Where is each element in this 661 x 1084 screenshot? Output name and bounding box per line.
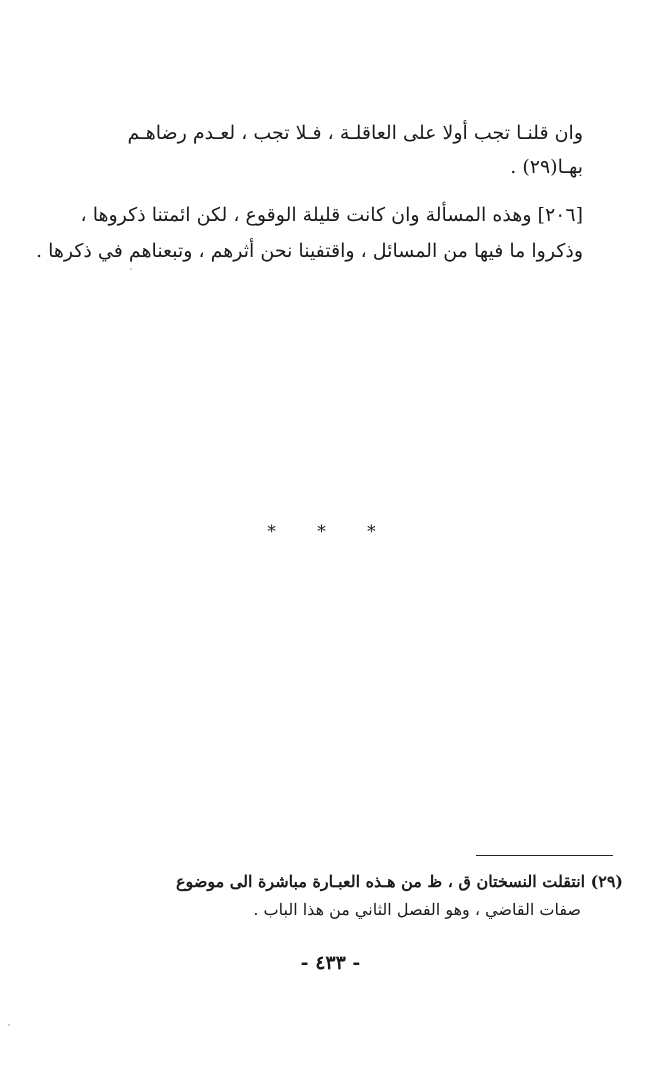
scan-speck: [8, 1024, 10, 1026]
page-number: - ٤٣٣ -: [300, 952, 361, 974]
section-separator-stars: * * *: [267, 522, 394, 542]
paragraph-2-line-2: وذكروا ما فيها من المسائل ، واقتفينا نحن أثرهم ، وتبعناهم في ذكرها .: [35, 240, 583, 262]
scan-speck: [130, 268, 132, 270]
paragraph-2-line-1: [٢٠٦] وهذه المسألة وان كانت قليلة الوقوع ، لكن ائمتنا ذكروها ،: [80, 204, 583, 226]
footnote-line-1: (٢٩) انتقلت النسختان ق ، ظ من هـذه العبـارة مباشرة الى موضوع: [176, 872, 623, 891]
paragraph-1-line-1: وان قلنـا تجب أولا على العاقلـة ، فـلا تجب ، لعـدم رضاهـم: [127, 122, 583, 144]
paragraph-1-line-2: بهـا(٢٩) .: [510, 156, 583, 178]
footnote-line-2: صفات القاضي ، وهو الفصل الثاني من هذا الباب .: [253, 900, 581, 919]
footnote-divider: [476, 855, 613, 856]
